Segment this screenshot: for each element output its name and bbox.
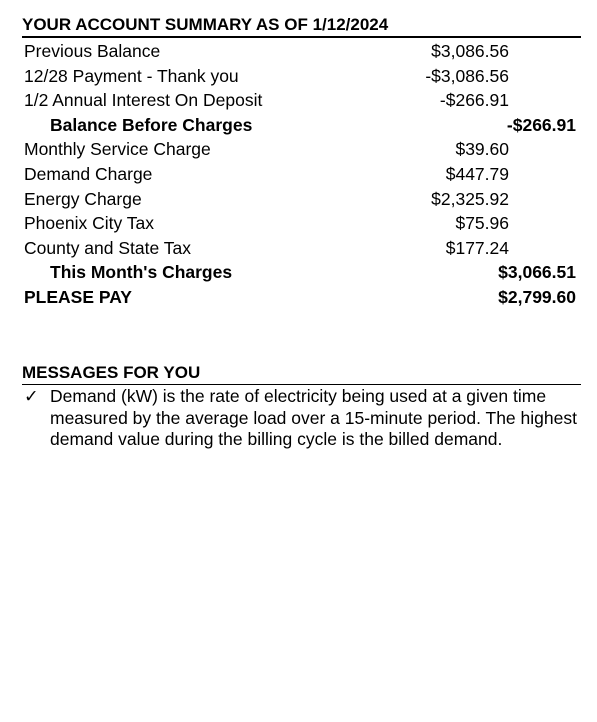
row-label: Monthly Service Charge: [24, 139, 211, 160]
row-balance-before-charges: [22, 113, 581, 138]
row-label: 1/2 Annual Interest On Deposit: [24, 90, 263, 111]
row-label: Balance Before Charges: [50, 114, 253, 135]
row-label: Energy Charge: [24, 188, 142, 209]
row-amount: $39.60: [455, 139, 509, 160]
row-label: County and State Tax: [24, 237, 192, 258]
account-summary: [22, 14, 581, 310]
row-label: PLEASE PAY: [24, 286, 132, 307]
row-label: This Month's Charges: [50, 262, 233, 283]
row-payment: [22, 64, 581, 89]
row-amount: $3,066.51: [498, 262, 576, 283]
row-this-months-charges: [22, 260, 581, 285]
row-label: 12/28 Payment - Thank you: [24, 65, 239, 86]
summary-table: [22, 39, 581, 310]
message-text: Demand (kW) is the rate of electricity being used at a given time measured by the average load over a 15-minute period. The highest demand value during the billing cycle is the billed demand.: [50, 386, 577, 449]
messages-title: MESSAGES FOR YOU: [22, 362, 581, 385]
row-demand-charge: [22, 162, 581, 187]
row-city-tax: [22, 211, 581, 236]
row-monthly-service-charge: [22, 137, 581, 162]
message-item: [22, 386, 581, 451]
row-county-state-tax: [22, 236, 581, 261]
row-label: Demand Charge: [24, 163, 153, 184]
row-amount: $177.24: [445, 237, 509, 258]
row-label: Previous Balance: [24, 41, 161, 61]
amount-due: $2,799.60: [498, 286, 576, 307]
row-please-pay: [22, 285, 581, 310]
row-amount: $3,086.56: [431, 41, 509, 61]
row-amount: -$3,086.56: [425, 65, 509, 86]
check-icon: ✓: [24, 386, 39, 406]
row-energy-charge: [22, 187, 581, 212]
row-amount: -$266.91: [506, 114, 576, 135]
row-amount: $447.79: [445, 163, 509, 184]
messages-section: [22, 362, 581, 451]
row-amount: $2,325.92: [431, 188, 509, 209]
row-amount: $75.96: [455, 213, 509, 234]
row-interest-on-deposit: [22, 88, 581, 113]
account-summary-title: YOUR ACCOUNT SUMMARY AS OF 1/12/2024: [22, 14, 581, 38]
row-label: Phoenix City Tax: [24, 213, 155, 234]
row-previous-balance: [22, 39, 581, 64]
row-amount: -$266.91: [439, 90, 509, 111]
